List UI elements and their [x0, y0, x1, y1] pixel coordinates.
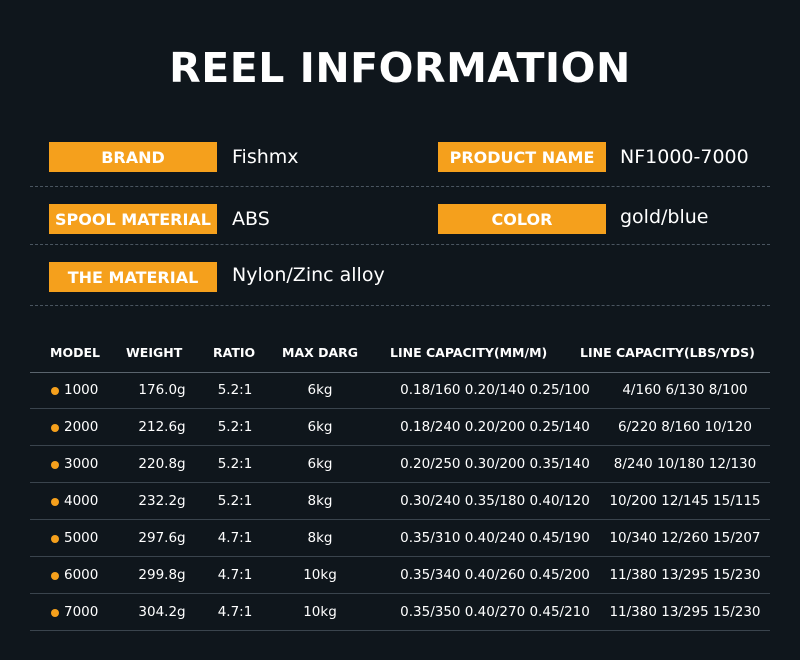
bullet-dot-icon [51, 609, 59, 617]
table-cell-drag: 8kg [307, 493, 333, 509]
product-name-value: NF1000-7000 [620, 146, 749, 168]
table-cell-ratio: 5.2:1 [217, 382, 253, 398]
table-cell-mm: 0.35/310 0.40/240 0.45/190 [400, 530, 590, 546]
table-cell-lbs: 4/160 6/130 8/100 [622, 382, 748, 398]
table-cell-ratio: 5.2:1 [217, 493, 253, 509]
table-cell-model: 1000 [64, 382, 99, 398]
bullet-dot-icon [51, 572, 59, 580]
table-row [30, 557, 770, 594]
table-cell-weight: 304.2g [138, 604, 186, 620]
table-cell-drag: 6kg [307, 419, 333, 435]
table-cell-weight: 299.8g [138, 567, 186, 583]
table-cell-lbs: 11/380 13/295 15/230 [609, 604, 761, 620]
table-cell-weight: 232.2g [138, 493, 186, 509]
table-header-line-capacity-mm: LINE CAPACITY(MM/M) [390, 345, 548, 360]
table-cell-model: 3000 [64, 456, 99, 472]
table-cell-weight: 220.8g [138, 456, 186, 472]
table-header-line-capacity-lbs: LINE CAPACITY(LBS/YDS) [580, 345, 755, 360]
table-cell-ratio: 4.7:1 [217, 530, 253, 546]
product-name-label: PRODUCT NAME [438, 142, 606, 172]
bullet-dot-icon [51, 424, 59, 432]
spool-material-label: SPOOL MATERIAL [49, 204, 217, 234]
table-cell-model: 5000 [64, 530, 99, 546]
table-row [30, 483, 770, 520]
table-cell-weight: 176.0g [138, 382, 186, 398]
the-material-label: THE MATERIAL [49, 262, 217, 292]
table-cell-model: 4000 [64, 493, 99, 509]
table-header-model: MODEL [50, 345, 100, 360]
table-cell-model: 7000 [64, 604, 99, 620]
table-cell-mm: 0.30/240 0.35/180 0.40/120 [400, 493, 590, 509]
table-cell-model: 6000 [64, 567, 99, 583]
bullet-dot-icon [51, 387, 59, 395]
table-cell-lbs: 6/220 8/160 10/120 [618, 419, 752, 435]
color-value: gold/blue [620, 206, 709, 228]
table-cell-ratio: 5.2:1 [217, 456, 253, 472]
table-cell-lbs: 10/200 12/145 15/115 [609, 493, 761, 509]
page-title: REEL INFORMATION [169, 44, 631, 92]
brand-label: BRAND [49, 142, 217, 172]
table-cell-model: 2000 [64, 419, 99, 435]
table-cell-mm: 0.35/340 0.40/260 0.45/200 [400, 567, 590, 583]
table-cell-mm: 0.18/160 0.20/140 0.25/100 [400, 382, 590, 398]
table-cell-lbs: 11/380 13/295 15/230 [609, 567, 761, 583]
table-cell-drag: 8kg [307, 530, 333, 546]
table-header-max-drag: MAX DARG [282, 345, 359, 360]
table-row [30, 594, 770, 631]
table-header-ratio: RATIO [213, 345, 256, 360]
table-cell-lbs: 8/240 10/180 12/130 [613, 456, 757, 472]
table-cell-weight: 212.6g [138, 419, 186, 435]
table-cell-drag: 6kg [307, 382, 333, 398]
table-cell-mm: 0.18/240 0.20/200 0.25/140 [400, 419, 590, 435]
table-row [30, 409, 770, 446]
table-cell-drag: 6kg [307, 456, 333, 472]
table-row [30, 372, 770, 409]
table-cell-ratio: 5.2:1 [217, 419, 253, 435]
bullet-dot-icon [51, 461, 59, 469]
table-cell-ratio: 4.7:1 [217, 604, 253, 620]
table-cell-ratio: 4.7:1 [217, 567, 253, 583]
table-cell-weight: 297.6g [138, 530, 186, 546]
spool-material-value: ABS [232, 208, 270, 230]
table-row [30, 520, 770, 557]
divider [30, 244, 770, 245]
color-label: COLOR [438, 204, 606, 234]
divider [30, 305, 770, 306]
table-row [30, 446, 770, 483]
table-header-weight: WEIGHT [126, 345, 183, 360]
row-divider [30, 630, 770, 631]
bullet-dot-icon [51, 535, 59, 543]
the-material-value: Nylon/Zinc alloy [232, 264, 385, 286]
table-cell-lbs: 10/340 12/260 15/207 [609, 530, 761, 546]
table-cell-mm: 0.20/250 0.30/200 0.35/140 [400, 456, 590, 472]
table-cell-mm: 0.35/350 0.40/270 0.45/210 [400, 604, 590, 620]
bullet-dot-icon [51, 498, 59, 506]
divider [30, 186, 770, 187]
table-cell-drag: 10kg [303, 604, 337, 620]
table-cell-drag: 10kg [303, 567, 337, 583]
brand-value: Fishmx [232, 146, 299, 168]
